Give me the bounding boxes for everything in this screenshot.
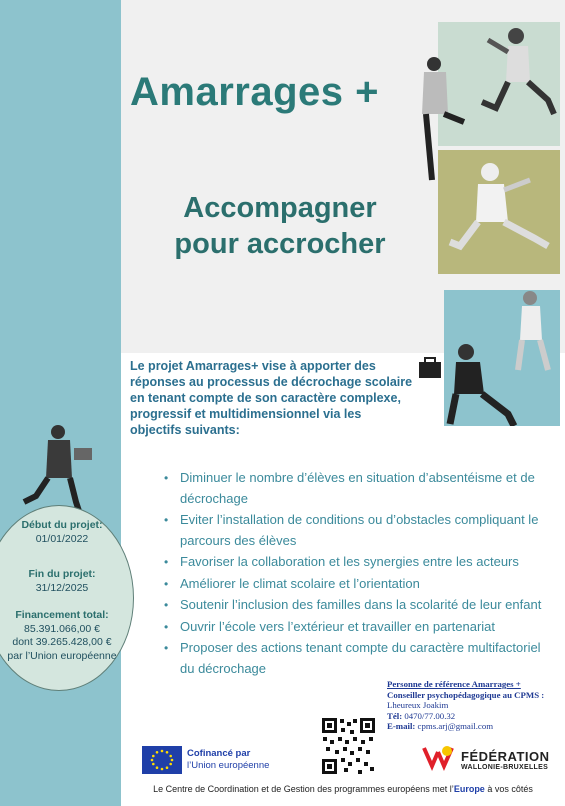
bullet-icon: •	[164, 576, 169, 591]
list-item: • Ouvrir l’école vers l’extérieur et travailler en partenariat	[162, 617, 557, 638]
bullet-icon: •	[164, 555, 169, 569]
briefcase-icon	[415, 340, 465, 390]
bullet-icon: •	[164, 513, 169, 527]
list-item: • Favoriser la collaboration et les synergies entre les acteurs	[162, 552, 557, 573]
photo-jumping-worker-2	[408, 50, 468, 190]
poster-title: Amarrages +	[130, 70, 379, 114]
contact-role: Conseiller psychopédagogique au CPMS :	[387, 689, 545, 700]
tel-label: Tél:	[387, 710, 403, 721]
subtitle-line-1: Accompagner	[183, 192, 377, 224]
end-value: 31/12/2025	[35, 581, 89, 594]
bullet-icon: •	[164, 598, 169, 612]
funding-eu-line-2: par l’Union européenne	[7, 649, 117, 662]
start-value: 01/01/2022	[35, 532, 89, 545]
funding-value: 85.391.066,00 €	[24, 622, 100, 635]
tel-value: 0470/77.00.32	[404, 710, 456, 721]
bullet-icon: •	[164, 641, 169, 655]
email-value[interactable]: cpms.arj@gmail.com	[417, 721, 494, 731]
project-end	[0, 568, 124, 595]
project-funding	[0, 609, 124, 663]
list-item: • Eviter l’installation de conditions ou d’obstacles compliquant le parcours des élèves	[164, 512, 539, 548]
contact-name: Lheureux Joakim	[387, 700, 449, 710]
bullet-icon: •	[164, 471, 169, 485]
subtitle-line-2: pour accrocher	[174, 228, 386, 260]
bullet-icon: •	[164, 619, 169, 634]
objectives-list	[162, 468, 557, 680]
list-item: • Soutenir l’inclusion des familles dans la scolarité de leur enfant	[162, 595, 557, 616]
contact-heading: Personne de référence Amarrages +	[387, 679, 521, 689]
project-start	[0, 519, 124, 546]
project-intro: Le projet Amarrages+ vise à apporter des réponses au processus de décrochage scolaire en tenant compte de son caractère complexe, progressif et multidimensionnel via les objectifs suivants:	[130, 359, 413, 437]
funding-label: Financement total:	[15, 609, 109, 621]
federation-logo-icon	[420, 742, 456, 772]
email-label: E-mail:	[387, 721, 416, 731]
eu-flag-icon	[142, 746, 182, 774]
poster-subtitle	[150, 190, 410, 262]
eu-line-2: l’Union européenne	[187, 760, 270, 771]
funding-eu-line-1: dont 39.265.428,00 €	[12, 636, 112, 648]
list-item: • Diminuer le nombre d’élèves en situation d’absentéisme et de décrochage	[164, 470, 535, 506]
list-item: • Proposer des actions tenant compte du caractère multifactoriel du décrochage	[164, 640, 541, 676]
start-label: Début du projet:	[21, 519, 103, 531]
contact-block	[387, 679, 562, 732]
list-item: • Améliorer le climat scolaire et l’orientation	[162, 574, 557, 595]
federation-name: FÉDÉRATION	[461, 749, 550, 764]
qr-code-icon[interactable]	[320, 716, 377, 776]
federation-subname: WALLONIE-BRUXELLES	[461, 764, 549, 771]
end-label: Fin du projet:	[28, 568, 96, 580]
footer-text: Le Centre de Coordination et de Gestion des programmes européens met l’Europe à vos côtés	[153, 784, 533, 794]
eu-cofinance-text	[187, 748, 269, 772]
eu-line-1: Cofinancé par	[187, 748, 251, 759]
